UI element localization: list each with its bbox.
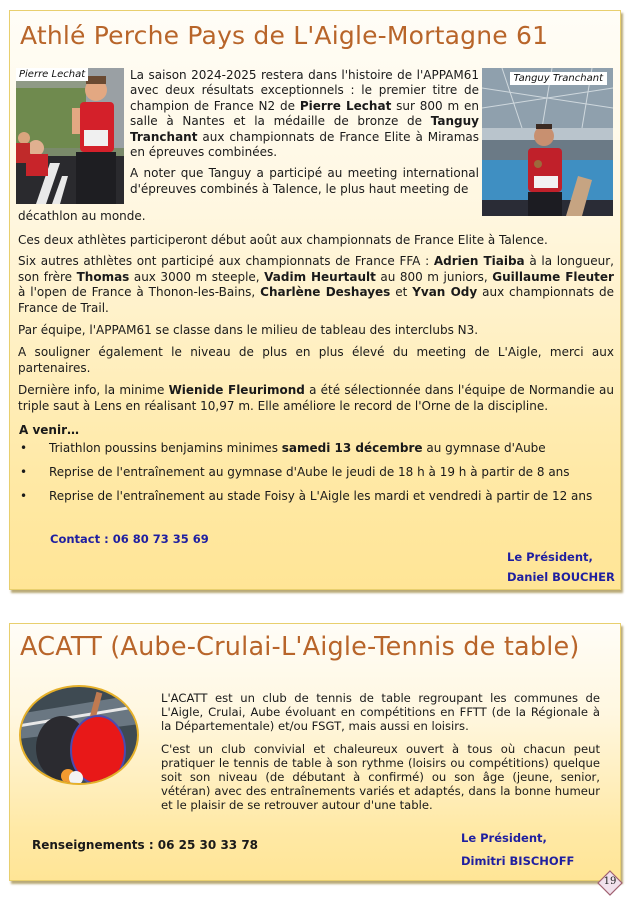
paragraph: C'est un club convivial et chaleureux ouvert à tous où chacun peut pratiquer le tennis de table à son rythme (loisirs ou compétitions) quelque soit son niveau (de débutant à confirmé) ou son âge (jeune, senior, vétéran) avec des entraînements variés et adaptés, dans la bonne humeur et le plaisir de se retrouver autour d'une table. xyxy=(161,742,600,812)
text: La saison 2024-2025 restera dans l'histoire de l'APPAM61 avec deux résultats exceptionnels : le premier titre de champion de France N2 de xyxy=(130,68,479,113)
athlete-name: Tanguy Tranchant xyxy=(130,114,479,144)
athlete-name: Vadim Heurtault xyxy=(264,269,376,284)
text: Reprise de l'entraînement au gymnase d'Aube le jeudi de 18 h à 19 h à partir de 8 ans xyxy=(49,465,570,479)
text: aux championnats de France de Trail. xyxy=(18,285,615,315)
signature-name: Daniel BOUCHER xyxy=(507,570,615,584)
text: Six autres athlètes ont participé aux championnats de France FFA : xyxy=(18,254,434,269)
paragraph: A souligner également le niveau de plus en plus élevé du meeting de L'Aigle, merci aux partenaires. xyxy=(18,345,614,375)
tanguy-note-end: décathlon au monde. xyxy=(18,209,146,223)
athlete-name: Yvan Ody xyxy=(412,285,478,300)
bullet-icon: • xyxy=(20,441,28,455)
text: et xyxy=(390,285,413,300)
pierre-lechat-photo xyxy=(16,68,124,204)
text: à la longueur, son frère xyxy=(18,254,614,284)
photo-caption: Tanguy Tranchant xyxy=(510,72,607,85)
athle-title: Athlé Perche Pays de L'Aigle-Mortagne 61 xyxy=(20,21,549,50)
photo-caption: Pierre Lechat xyxy=(16,68,88,81)
event-item xyxy=(18,441,618,465)
text: Triathlon poussins benjamins minimes xyxy=(49,441,282,455)
ping-pong-paddles-image xyxy=(18,684,140,786)
text: au 800 m juniors, xyxy=(375,269,493,284)
body-block xyxy=(18,233,614,414)
runner-image xyxy=(16,68,124,204)
text: Reprise de l'entraînement au stade Foisy à L'Aigle les mardi et vendredi à partir de 12 ans xyxy=(49,489,593,503)
page-number: 19 xyxy=(603,876,617,887)
event-date: samedi 13 décembre xyxy=(281,441,423,455)
athlete-name: Adrien Tiaiba xyxy=(433,254,525,269)
text: aux championnats de France Elite à Miramas en épreuves combinées. xyxy=(130,129,479,160)
contact-phone: Renseignements : 06 25 30 33 78 xyxy=(32,838,259,852)
bullet-icon: • xyxy=(20,465,28,479)
upcoming-heading: A venir… xyxy=(19,423,79,437)
athle-article xyxy=(9,10,621,590)
intro-block xyxy=(130,68,479,197)
text: aux 3000 m steeple, xyxy=(129,269,265,284)
table-tennis-image xyxy=(18,684,140,786)
text: a été sélectionnée dans l'équipe de Normandie au triple saut à Lens en réalisant 10,97 m. Elle améliore le record de l'Orne de la discipline. xyxy=(18,383,614,413)
contact-phone: Contact : 06 80 73 35 69 xyxy=(50,532,209,546)
paragraph: Par équipe, l'APPAM61 se classe dans le milieu de tableau des interclubs N3. xyxy=(18,323,479,338)
paragraph xyxy=(18,383,614,414)
signature-role: Le Président, xyxy=(461,831,547,845)
athlete-name: Guillaume Fleuter xyxy=(492,269,614,284)
acatt-title: ACATT (Aube-Crulai-L'Aigle-Tennis de table) xyxy=(20,632,580,662)
signature-role: Le Président, xyxy=(507,550,593,564)
athlete-medal-image xyxy=(482,68,613,216)
athlete-name: Wienide Fleurimond xyxy=(168,383,305,398)
event-item xyxy=(18,465,618,489)
text: à l'open de France à Thonon-les-Bains, xyxy=(18,285,261,300)
tanguy-tranchant-photo xyxy=(482,68,613,216)
athlete-name: Pierre Lechat xyxy=(299,98,392,113)
athlete-name: Charlène Deshayes xyxy=(260,285,391,300)
text: sur 800 m en salle à Nantes et la médaille de bronze de xyxy=(130,98,479,129)
athlete-name: Thomas xyxy=(76,269,130,284)
acatt-text-block xyxy=(161,691,600,812)
tanguy-note-paragraph: A noter que Tanguy a participé au meeting international d'épreuves combinés à Talence, le plus haut meeting de xyxy=(130,166,479,196)
intro-paragraph xyxy=(130,68,479,160)
bullet-icon: • xyxy=(20,489,28,503)
event-item xyxy=(18,489,618,513)
acatt-article xyxy=(9,623,621,881)
text: au gymnase d'Aube xyxy=(422,441,546,455)
text: Dernière info, la minime xyxy=(18,383,169,398)
signature-name: Dimitri BISCHOFF xyxy=(461,854,575,868)
paragraph: L'ACATT est un club de tennis de table regroupant les communes de L'Aigle, Crulai, Aube évoluant en compétitions en FFTT (de la Régionale à la Départementale) et/ou FSGT, mais aussi en loisirs. xyxy=(161,691,600,733)
paragraph xyxy=(18,254,614,316)
paragraph: Ces deux athlètes participeront début août aux championnats de France Elite à Talence. xyxy=(18,233,548,247)
page-number-badge xyxy=(597,870,623,896)
upcoming-events-list xyxy=(18,441,618,513)
